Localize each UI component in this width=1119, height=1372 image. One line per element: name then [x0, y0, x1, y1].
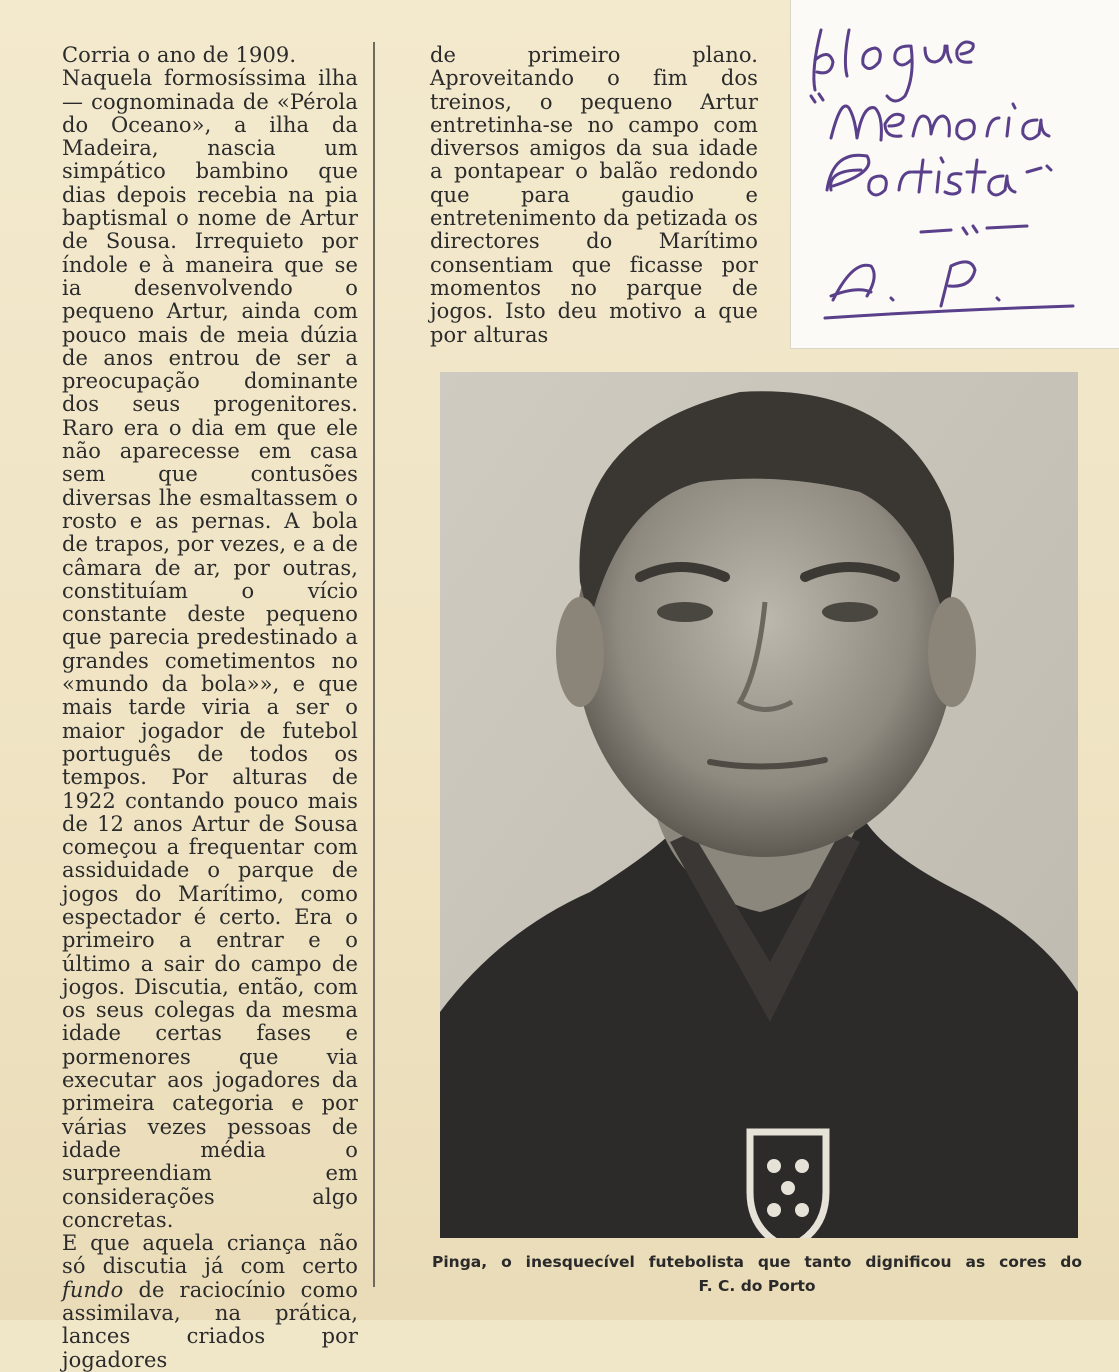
article-column-left: [62, 44, 358, 1372]
article-paragraph: E que aquela criança não só discutia já com certo fundo de raciocínio como assimilava, na prática, lances criados por jogadores: [62, 1231, 358, 1372]
photo-caption: [432, 1250, 1082, 1298]
handwritten-dedication: [790, 0, 1119, 349]
article-paragraph: de primeiro plano. Aproveitando o fim dos treinos, o pequeno Artur entretinha-se no campo com diversos amigos da sua idade a pontapear o balão redondo que para gaudio e entretenimento da petizada os directores do Marítimo consentiam que ficasse por momentos no parque de jogos. Isto deu motivo a que por alturas: [430, 43, 758, 347]
footballer-portrait: [440, 372, 1078, 1238]
caption-line-2: F. C. do Porto: [698, 1277, 816, 1295]
article-opening-line: Corria o ano de 1909.: [62, 43, 297, 67]
handwriting-signature: [791, 0, 1119, 348]
column-divider: [373, 42, 375, 1287]
caption-line-1: Pinga, o inesquecível futebolista que tanto dignificou as cores do: [432, 1253, 1082, 1271]
italic-word: fundo: [62, 1277, 124, 1302]
article-column-right: [430, 44, 758, 347]
portrait-photo: [440, 372, 1078, 1238]
article-paragraph: Naquela formosíssima ilha — cognominada de «Pérola do Oceano», a ilha da Madeira, nascia um simpático bambino que dias depois recebia na pia baptismal o nome de Artur de Sousa. Irrequieto por índole e à maneira que se ia desenvolvendo o pequeno Artur, ainda com pouco mais de meia dúzia de anos entrou de ser a preocupação dominante dos seus progenitores. Raro era o dia em que ele não aparecesse em casa sem que contusões diversas lhe esmaltassem o rosto e as pernas. A bola de trapos, por vezes, e a de câmara de ar, por outras, constituíam o vício constante deste pequeno que parecia predestinado a grandes cometimentos no «mundo da bola»», e que mais tarde viria a ser o maior jogador de futebol português de todos os tempos. Por alturas de 1922 contando pouco mais de 12 anos Artur de Sousa começou a frequentar com assiduidade o parque de jogos do Marítimo, como espectador é certo. Era o primeiro a entrar e o último a sair do campo de jogos. Discutia, então, com os seus colegas da mesma idade certas fases e pormenores que via executar aos jogadores da primeira categoria e por várias vezes pessoas de idade média o surpreendiam em considerações algo concretas.: [62, 66, 358, 1232]
shield-icon: [750, 1132, 826, 1238]
